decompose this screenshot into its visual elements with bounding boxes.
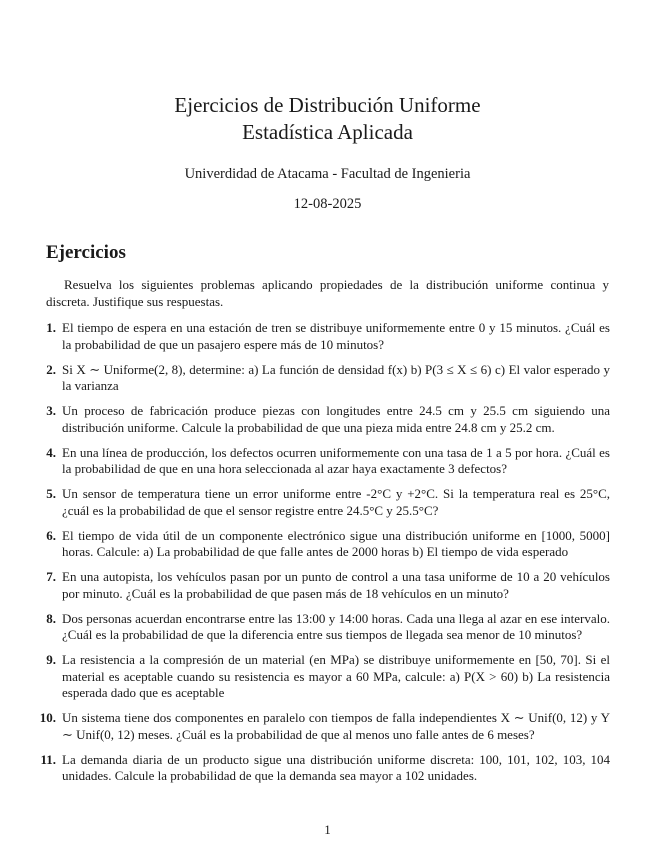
title-block <box>0 92 655 214</box>
exercise-text: Un proceso de fabricación produce piezas con longitudes entre 24.5 cm y 25.5 cm siguiendo una distribución uniforme. Calcule la probabilidad de que una pieza mida entre 24.8 cm y 25.2 cm. <box>62 403 610 435</box>
exercise-number: 6. <box>46 527 56 543</box>
exercise-text: Un sensor de temperatura tiene un error uniforme entre -2°C y +2°C. Si la temperatura real es 25°C, ¿cuál es la probabilidad de que el sensor registre entre 24.5°C y 25.5°C? <box>62 486 610 518</box>
page-number: 1 <box>324 822 331 837</box>
exercise-number: 5. <box>46 486 56 501</box>
exercise-number: 2. <box>46 361 56 377</box>
author-affiliation: Univerdidad de Atacama - Facultad de Ingenieria <box>184 166 471 182</box>
exercise-item <box>34 528 610 561</box>
exercise-text: La resistencia a la compresión de un material (en MPa) se distribuye uniformemente en [50, 70]. Si el material es aceptable cuando su resistencia es mayor a 60 MPa, calcule: a) P(X > 60) b) La resistencia esperada dado que es aceptable <box>62 652 610 700</box>
exercise-number: 3. <box>46 403 56 418</box>
exercise-number: 8. <box>46 610 56 626</box>
exercise-number: 1. <box>46 320 56 335</box>
document-title-line1: Ejercicios de Distribución Uniforme <box>174 93 481 117</box>
exercise-item <box>34 752 610 785</box>
exercise-text: El tiempo de espera en una estación de tren se distribuye uniformemente entre 0 y 15 minutos. ¿Cuál es la probabilidad de que un pasajero espere más de 10 minutos? <box>62 320 610 352</box>
exercise-item <box>34 445 610 478</box>
exercise-item <box>34 320 610 353</box>
exercise-number: 10. <box>39 710 56 725</box>
exercise-text: La demanda diaria de un producto sigue una distribución uniforme discreta: 100, 101, 102, 103, 104 unidades. Calcule la probabilidad de que la demanda sea mayor a 102 unidades. <box>62 751 610 783</box>
exercise-number: 4. <box>46 444 56 460</box>
exercise-item <box>34 611 610 644</box>
exercise-item <box>34 652 610 702</box>
exercise-item <box>34 403 610 436</box>
exercise-number: 11. <box>40 751 56 767</box>
exercise-list <box>34 320 610 793</box>
exercise-text: En una autopista, los vehículos pasan por un punto de control a una tasa uniforme de 10 a 20 vehículos por minuto. ¿Cuál es la probabilidad de que pasen más de 18 vehículos en un minuto? <box>62 569 610 601</box>
exercise-text: Dos personas acuerdan encontrarse entre las 13:00 y 14:00 horas. Cada una llega al azar en ese intervalo. ¿Cuál es la probabilidad de que la diferencia entre sus tiempos de llegada sea menor de 10 minutos? <box>62 610 610 642</box>
exercise-text: Un sistema tiene dos componentes en paralelo con tiempos de falla independientes X ∼ Unif(0, 12) y Y ∼ Unif(0, 12) meses. ¿Cuál es la probabilidad de que al menos uno falle antes de 6 meses? <box>62 710 610 742</box>
document-date: 12-08-2025 <box>293 196 362 212</box>
exercise-number: 7. <box>46 569 56 584</box>
section-intro: Resuelva los siguientes problemas aplicando propiedades de la distribución uniforme continua y discreta. Justifique sus respuestas. <box>46 277 609 309</box>
document-title-line2: Estadística Aplicada <box>242 120 413 144</box>
exercise-number: 9. <box>46 652 56 667</box>
exercise-item <box>34 569 610 602</box>
exercise-item <box>34 486 610 519</box>
exercise-text: Si X ∼ Uniforme(2, 8), determine: a) La función de densidad f(x) b) P(3 ≤ X ≤ 6) c) El valor esperado y la varianza <box>62 361 610 393</box>
exercise-text: El tiempo de vida útil de un componente electrónico sigue una distribución uniforme en [1000, 5000] horas. Calcule: a) La probabilidad de que falle antes de 2000 horas b) El tiempo de vida esperado <box>62 527 610 559</box>
exercise-item <box>34 362 610 395</box>
exercise-item <box>34 710 610 743</box>
exercise-text: En una línea de producción, los defectos ocurren uniformemente con una tasa de 1 a 5 por hora. ¿Cuál es la probabilidad de que en una hora seleccionada al azar haya exactamente 3 defectos? <box>62 444 610 476</box>
section-title: Ejercicios <box>46 242 126 263</box>
